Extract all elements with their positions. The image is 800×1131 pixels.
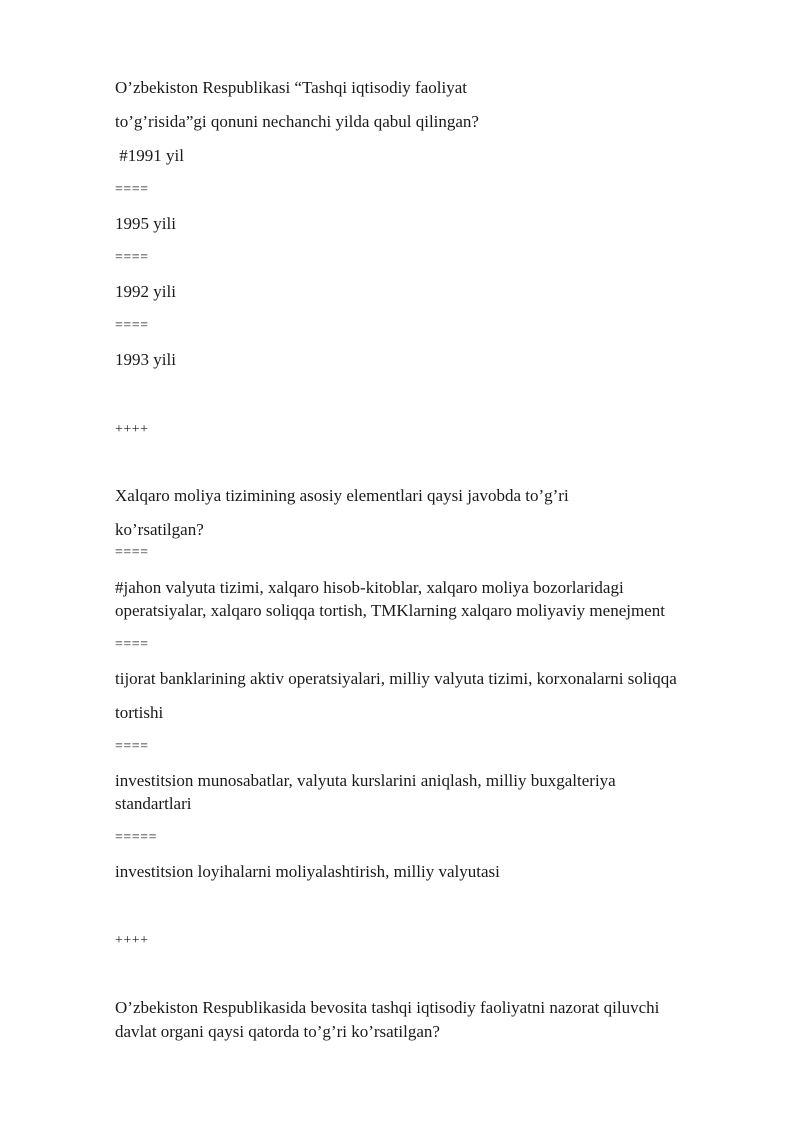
- question-2-text-line-2: ko’rsatilgan?: [115, 520, 204, 539]
- question-3-text-line-1: O’zbekiston Respublikasida bevosita tashqi iqtisodiy faoliyatni nazorat qiluvchi: [115, 998, 660, 1017]
- question-2-answer-1-line-2: operatsiyalar, xalqaro soliqqa tortish, TMKlarning xalqaro moliyaviy menejment: [115, 601, 665, 620]
- separator: ====: [115, 182, 149, 197]
- separator: ====: [115, 318, 149, 333]
- question-2-answer-3-line-2: standartlari: [115, 794, 192, 813]
- question-2-answer-2-line-2: tortishi: [115, 703, 164, 722]
- end-marker: ++++: [115, 933, 149, 948]
- question-2-answer-2-line-1: tijorat banklarining aktiv operatsiyalari, milliy valyuta tizimi, korxonalarni soliqqa: [115, 669, 677, 688]
- question-2-answer-3-line-1: investitsion munosabatlar, valyuta kurslarini aniqlash, milliy buxgalteriya: [115, 771, 616, 790]
- separator: =====: [115, 830, 157, 845]
- question-1-text-line-2: to’g’risida”gi qonuni nechanchi yilda qabul qilingan?: [115, 112, 479, 131]
- question-1-answer-2: 1995 yili: [115, 214, 176, 233]
- separator: ====: [115, 739, 149, 754]
- question-2-answer-1-line-1: #jahon valyuta tizimi, xalqaro hisob-kitoblar, xalqaro moliya bozorlaridagi: [115, 578, 624, 597]
- separator: ====: [115, 637, 149, 652]
- question-1-answer-3: 1992 yili: [115, 282, 176, 301]
- question-1-text-line-1: O’zbekiston Respublikasi “Tashqi iqtisodiy faoliyat: [115, 78, 467, 97]
- separator: ====: [115, 545, 149, 560]
- question-1-answer-1: #1991 yil: [115, 146, 184, 165]
- question-1-answer-4: 1993 yili: [115, 350, 176, 369]
- question-2-text-line-1: Xalqaro moliya tizimining asosiy elementlari qaysi javobda to’g’ri: [115, 486, 569, 505]
- separator: ====: [115, 250, 149, 265]
- question-3-text-line-2: davlat organi qaysi qatorda to’g’ri ko’rsatilgan?: [115, 1022, 440, 1041]
- end-marker: ++++: [115, 422, 149, 437]
- question-2-answer-4: investitsion loyihalarni moliyalashtirish, milliy valyutasi: [115, 862, 500, 881]
